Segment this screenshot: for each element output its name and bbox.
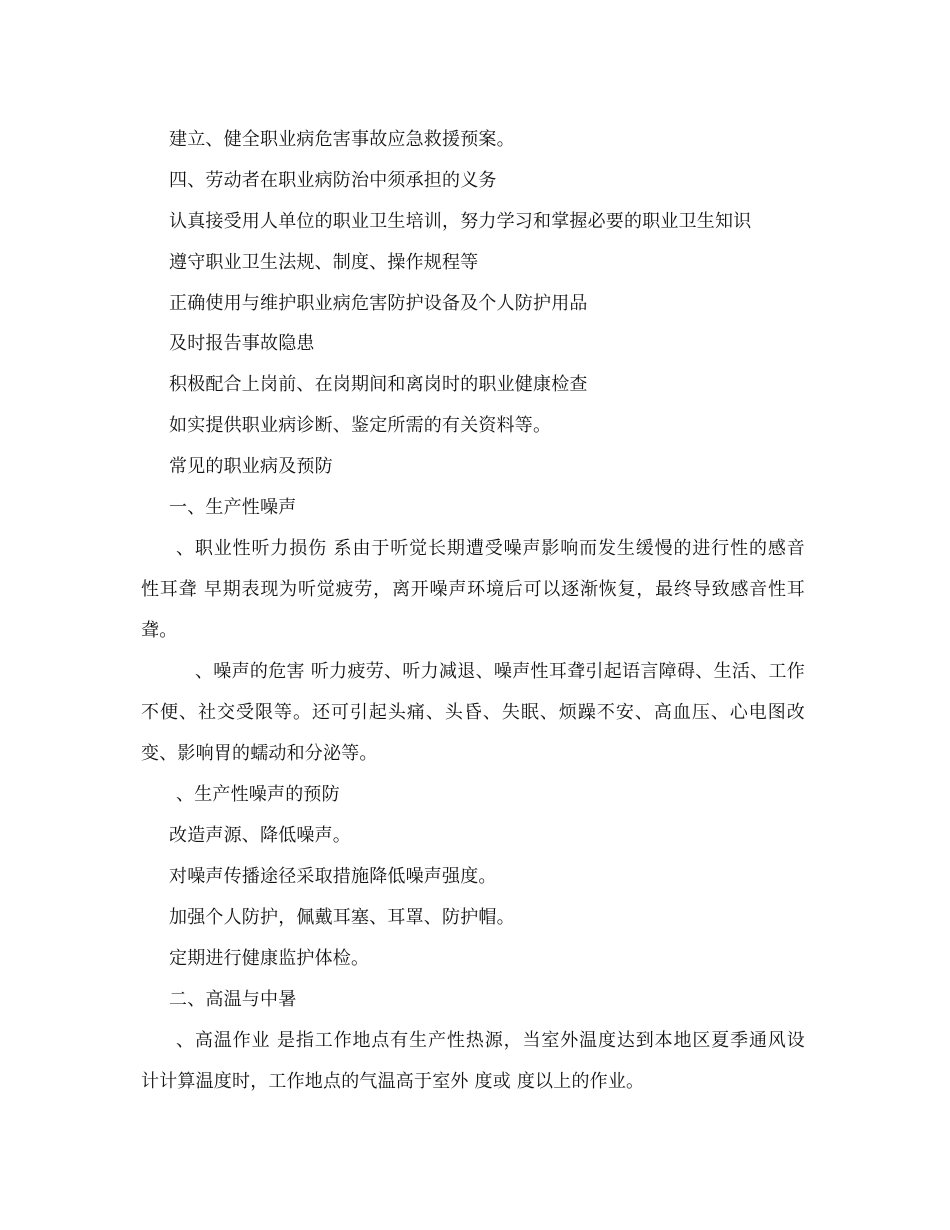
- section-heading: 一、生产性噪声: [169, 497, 297, 518]
- text-line: 如实提供职业病诊断、鉴定所需的有关资料等。: [169, 415, 552, 436]
- text-line: 遵守职业卫生法规、制度、操作规程等: [169, 252, 479, 273]
- text-line: 定期进行健康监护体检。: [169, 948, 370, 969]
- text-line: 正确使用与维护职业病危害防护设备及个人防护用品: [169, 293, 588, 314]
- section-heading: 二、高温与中暑: [169, 989, 297, 1010]
- section-heading: 常见的职业病及预防: [169, 456, 333, 477]
- section-heading: 四、劳动者在职业病防治中须承担的义务: [169, 170, 497, 191]
- paragraph-line: 、高温作业 是指工作地点有生产性热源，当室外温度达到本地区夏季通风设: [176, 1030, 805, 1051]
- text-line: 对噪声传播途径采取措施降低噪声强度。: [169, 866, 497, 887]
- paragraph-line: 计计算温度时，工作地点的气温高于室外 度或 度以上的作业。: [141, 1071, 645, 1092]
- paragraph-line: 聋。: [141, 620, 178, 641]
- paragraph-line: 、噪声的危害 听力疲劳、听力减退、噪声性耳聋引起语言障碍、生活、工作: [195, 661, 805, 682]
- text-line: 积极配合上岗前、在岗期间和离岗时的职业健康检查: [169, 374, 588, 395]
- paragraph-line: 、职业性听力损伤 系由于听觉长期遭受噪声影响而发生缓慢的进行性的感音: [176, 538, 805, 559]
- text-line: 认真接受用人单位的职业卫生培训，努力学习和掌握必要的职业卫生知识: [169, 211, 752, 232]
- text-line: 改造声源、降低噪声。: [169, 825, 351, 846]
- paragraph-line: 不便、社交受限等。还可引起头痛、头昏、失眠、烦躁不安、高血压、心电图改: [141, 702, 805, 723]
- paragraph-line: 性耳聋 早期表现为听觉疲劳，离开噪声环境后可以逐渐恢复，最终导致感音性耳: [141, 579, 805, 600]
- text-line: 加强个人防护，佩戴耳塞、耳罩、防护帽。: [169, 907, 515, 928]
- sub-heading: 、生产性噪声的预防: [176, 784, 340, 805]
- text-line: 及时报告事故隐患: [169, 333, 315, 354]
- paragraph-line: 变、影响胃的蠕动和分泌等。: [141, 743, 378, 764]
- text-line: 建立、健全职业病危害事故应急救援预案。: [169, 129, 515, 150]
